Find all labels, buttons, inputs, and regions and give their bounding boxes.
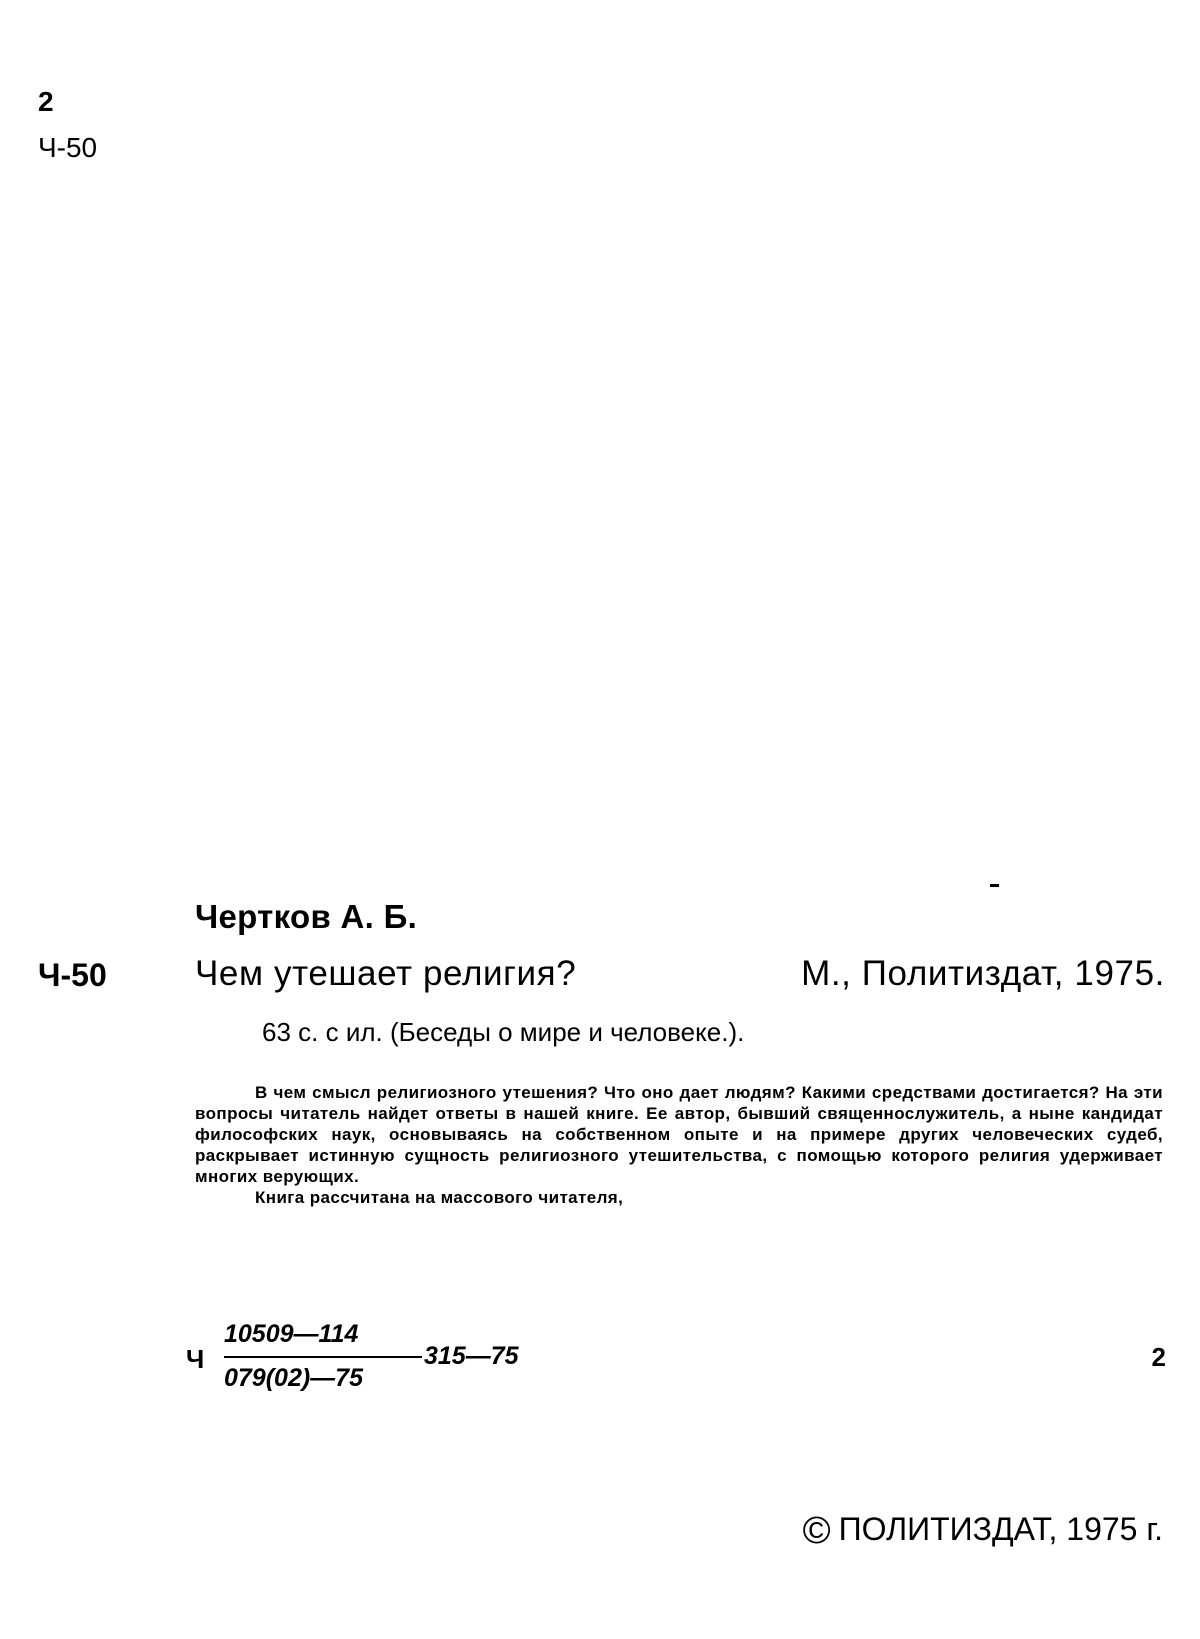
physical-description: 63 с. с ил. (Беседы о мире и человеке.).: [262, 1017, 745, 1047]
annotation-paragraph: В чем смысл религиозного утешения? Что оно дает людям? Какими средствами достигается? На эти вопросы читатель найдет ответы в нашей книге. Ее автор, бывший священнослужитель, а ныне кандидат философских наук, основываясь на собственном опыте и на примере других человеческих судеб, раскрывает истинную сущность религиозного утешительства, с помощью которого религия удерживает многих верующих.: [195, 1083, 1163, 1186]
print-mark: [990, 884, 999, 887]
bbk-code: [186, 1320, 1166, 1400]
bbk-letter: Ч: [186, 1344, 205, 1374]
classification-code: Ч-50: [38, 132, 98, 163]
author-name: Чертков А. Б.: [195, 898, 418, 935]
page-number: 2: [38, 86, 54, 117]
bbk-numerator: 10509—114: [224, 1320, 359, 1348]
copyright-line: [803, 1510, 1163, 1553]
author-mark: Ч-50: [38, 957, 107, 993]
fraction-bar: [224, 1356, 422, 1358]
publication-imprint: М., Политиздат, 1975.: [801, 954, 1165, 993]
copyright-icon: ©: [802, 1510, 831, 1552]
book-title: Чем утешает религия?: [195, 954, 577, 993]
price-code: 2: [1151, 1342, 1166, 1372]
annotation-paragraph: Книга рассчитана на массового читателя,: [255, 1188, 624, 1207]
bbk-denominator: 079(02)—75: [224, 1364, 363, 1392]
copyright-text: ПОЛИТИЗДАТ, 1975 г.: [838, 1511, 1163, 1547]
bbk-suffix: 315—75: [424, 1342, 519, 1370]
annotation: [195, 1082, 1163, 1208]
